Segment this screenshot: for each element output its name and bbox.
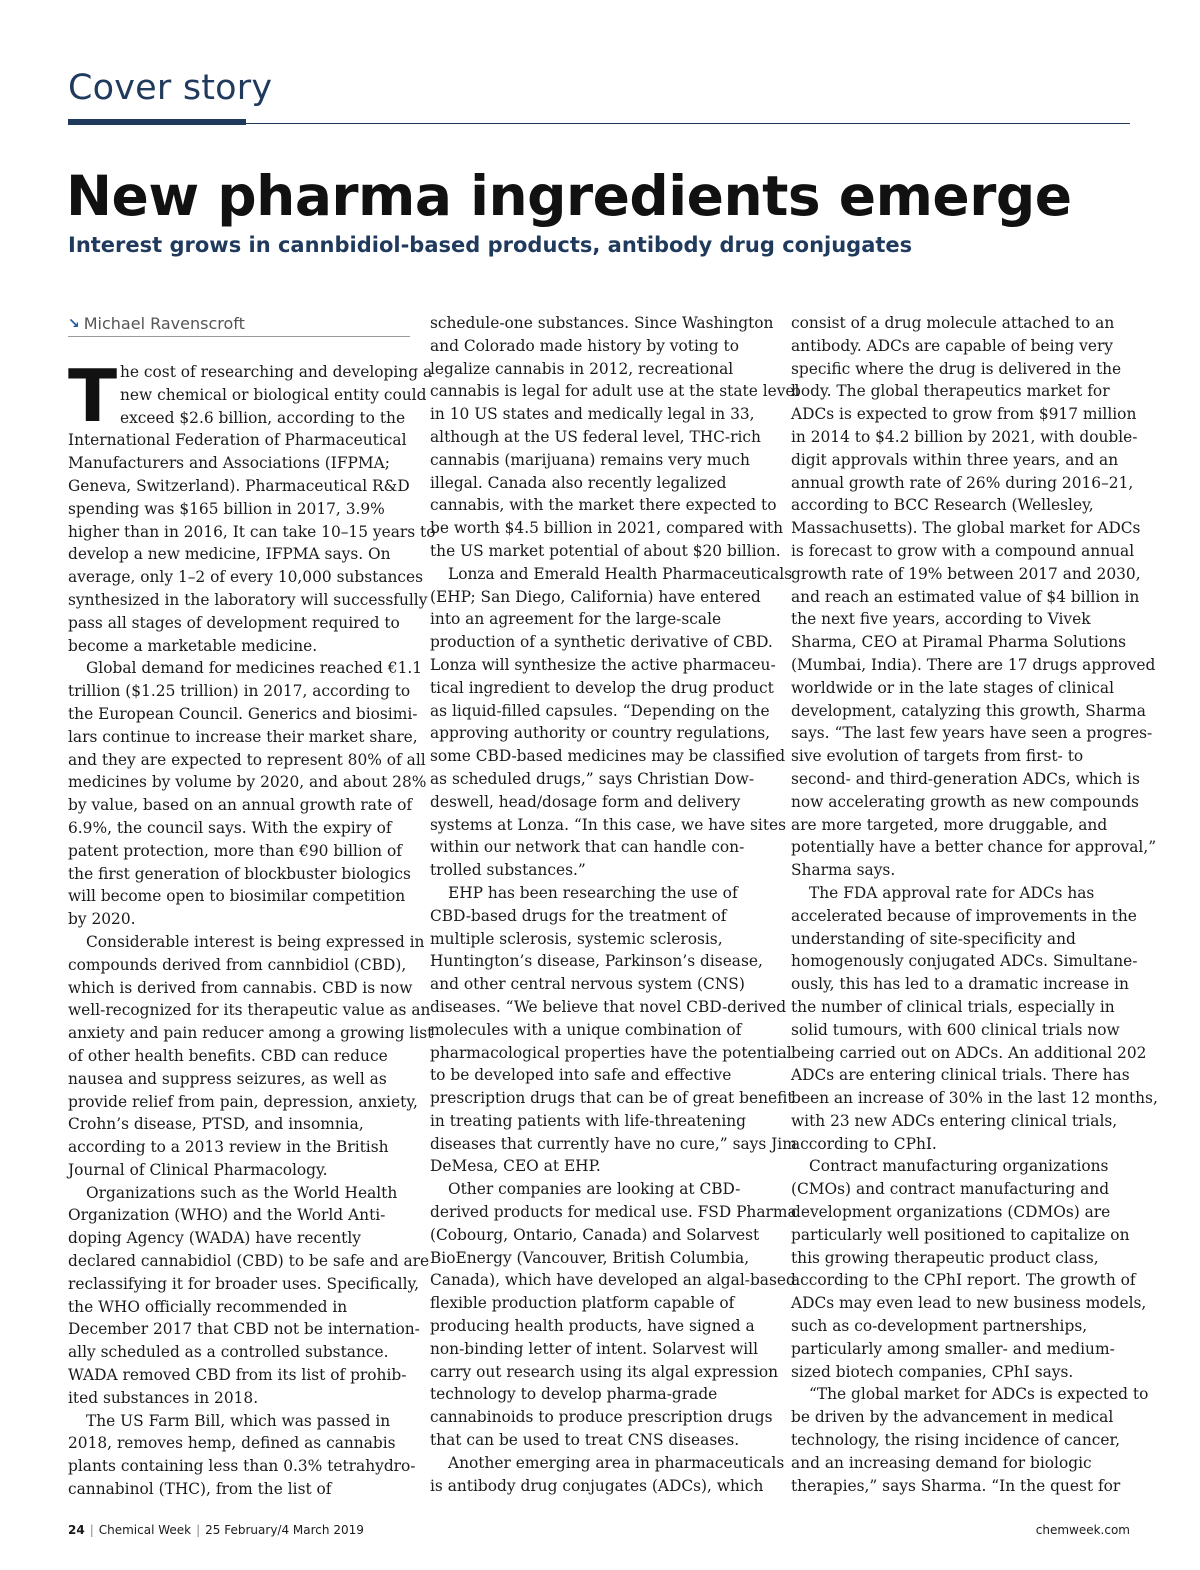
text-line: Crohn’s disease, PTSD, and insomnia, bbox=[68, 1115, 364, 1134]
text-line: annual growth rate of 26% during 2016–21, bbox=[791, 473, 1134, 492]
text-line: is antibody drug conjugates (ADCs), which bbox=[430, 1476, 764, 1495]
text-line: understanding of site-specificity and bbox=[791, 929, 1076, 948]
text-line: as liquid-filled capsules. “Depending on the bbox=[430, 701, 770, 720]
text-line: ally scheduled as a controlled substance. bbox=[68, 1343, 389, 1362]
section-accent-bar bbox=[68, 119, 246, 125]
text-line: lars continue to increase their market share, bbox=[68, 727, 418, 746]
text-line: development organizations (CDMOs) are bbox=[791, 1203, 1111, 1222]
text-line: Lonza and Emerald Health Pharmaceuticals bbox=[448, 564, 793, 583]
article-column-1 bbox=[68, 312, 436, 1501]
text-line: 6.9%, the council says. With the expiry of bbox=[68, 818, 392, 837]
text-line: ADCs is expected to grow from $917 million bbox=[791, 405, 1137, 424]
text-line: WADA removed CBD from its list of prohib- bbox=[68, 1366, 407, 1385]
text-line: according to BCC Research (Wellesley, bbox=[791, 496, 1094, 515]
footer-folio bbox=[68, 1523, 364, 1537]
text-line: in treating patients with life-threatening bbox=[430, 1111, 747, 1130]
text-line: body. The global therapeutics market for bbox=[791, 382, 1110, 401]
text-line: according to CPhI. bbox=[791, 1134, 937, 1153]
text-line: develop a new medicine, IFPMA says. On bbox=[68, 545, 391, 564]
text-line: within our network that can handle con- bbox=[430, 838, 745, 857]
text-line: exceed $2.6 billion, according to the bbox=[120, 408, 406, 427]
text-line: the number of clinical trials, especially in bbox=[791, 997, 1115, 1016]
text-line: particularly among smaller- and medium- bbox=[791, 1339, 1115, 1358]
text-line: he cost of researching and developing a bbox=[120, 363, 433, 381]
text-line: cannabinoids to produce prescription drugs bbox=[430, 1408, 773, 1427]
text-line: Huntington’s disease, Parkinson’s disease, bbox=[430, 952, 763, 971]
text-line: which is derived from cannabis. CBD is now bbox=[68, 978, 413, 997]
text-line: the WHO officially recommended in bbox=[68, 1297, 348, 1316]
text-line: cannabis is legal for adult use at the state level bbox=[430, 382, 800, 401]
text-line: although at the US federal level, THC-rich bbox=[430, 427, 761, 446]
page-number: 24 bbox=[68, 1523, 85, 1537]
text-line: sized biotech companies, CPhI says. bbox=[791, 1362, 1074, 1381]
text-line: (Mumbai, India). There are 17 drugs approved bbox=[791, 655, 1156, 674]
text-line: 2018, removes hemp, defined as cannabis bbox=[68, 1434, 396, 1453]
text-line: carry out research using its algal expression bbox=[430, 1362, 779, 1381]
text-line: The US Farm Bill, which was passed in bbox=[86, 1411, 391, 1430]
article-column-2 bbox=[430, 312, 800, 1497]
text-line: reclassifying it for broader uses. Specifically, bbox=[68, 1274, 420, 1293]
text-line: consist of a drug molecule attached to an bbox=[791, 314, 1115, 332]
text-line: CBD-based drugs for the treatment of bbox=[430, 906, 727, 925]
text-line: Manufacturers and Associations (IFPMA; bbox=[68, 454, 390, 473]
text-line: sive evolution of targets from first- to bbox=[791, 747, 1084, 766]
text-line: be worth $4.5 billion in 2021, compared with bbox=[430, 519, 784, 538]
text-line: the next five years, according to Vivek bbox=[791, 610, 1091, 629]
text-line: and an increasing demand for biologic bbox=[791, 1453, 1092, 1472]
text-line: being carried out on ADCs. An additional 202 bbox=[791, 1043, 1147, 1062]
text-line: trillion ($1.25 trillion) in 2017, according to bbox=[68, 682, 411, 701]
article-column-3 bbox=[791, 312, 1158, 1497]
text-line: Lonza will synthesize the active pharmaceu- bbox=[430, 655, 776, 674]
text-line: well-recognized for its therapeutic value as an bbox=[68, 1001, 431, 1020]
text-line: are more targeted, more druggable, and bbox=[791, 815, 1108, 834]
drop-cap: T bbox=[68, 354, 118, 438]
text-line: anxiety and pain reducer among a growing list bbox=[68, 1024, 434, 1043]
text-line: pharmacological properties have the potential bbox=[430, 1043, 792, 1062]
text-line: deswell, head/dosage form and delivery bbox=[430, 792, 741, 811]
text-line: plants containing less than 0.3% tetrahydro- bbox=[68, 1457, 416, 1476]
text-line: ADCs may even lead to new business models, bbox=[791, 1294, 1147, 1313]
text-line: second- and third-generation ADCs, which is bbox=[791, 769, 1140, 788]
text-line: is forecast to grow with a compound annual bbox=[791, 541, 1135, 560]
text-line: International Federation of Pharmaceutical bbox=[68, 431, 407, 450]
text-line: higher than in 2016, It can take 10–15 years to bbox=[68, 522, 436, 541]
text-line: prescription drugs that can be of great benefit bbox=[430, 1089, 794, 1108]
section-label: Cover story bbox=[68, 68, 273, 108]
text-line: according to the CPhI report. The growth of bbox=[791, 1271, 1136, 1290]
text-line: Journal of Clinical Pharmacology. bbox=[68, 1160, 328, 1179]
text-line: nausea and suppress seizures, as well as bbox=[68, 1069, 387, 1088]
text-line: compounds derived from cannbidiol (CBD), bbox=[68, 955, 407, 974]
text-line: (Cobourg, Ontario, Canada) and Solarvest bbox=[430, 1225, 760, 1244]
text-line: tical ingredient to develop the drug product bbox=[430, 678, 774, 697]
column-1-text bbox=[68, 429, 436, 1500]
text-line: provide relief from pain, depression, anxiety, bbox=[68, 1092, 418, 1111]
text-line: (EHP; San Diego, California) have entered bbox=[430, 587, 761, 606]
text-line: Other companies are looking at CBD- bbox=[448, 1180, 741, 1199]
text-line: potentially have a better chance for approval,” bbox=[791, 838, 1157, 857]
text-line: accelerated because of improvements in the bbox=[791, 906, 1137, 925]
text-line: solid tumours, with 600 clinical trials now bbox=[791, 1020, 1120, 1039]
text-line: and Colorado made history by voting to bbox=[430, 336, 739, 355]
text-line: such as co-development partnerships, bbox=[791, 1317, 1088, 1336]
text-line: systems at Lonza. “In this case, we have sites bbox=[430, 815, 787, 834]
text-line: antibody. ADCs are capable of being very bbox=[791, 336, 1113, 355]
column-2-text bbox=[430, 312, 800, 1497]
text-line: patent protection, more than €90 billion of bbox=[68, 841, 402, 860]
text-line: “The global market for ADCs is expected to bbox=[809, 1385, 1149, 1404]
text-line: according to a 2013 review in the British bbox=[68, 1138, 389, 1157]
text-line: (CMOs) and contract manufacturing and bbox=[791, 1180, 1110, 1199]
text-line: Sharma says. bbox=[791, 861, 896, 880]
text-line: will become open to biosimilar competition bbox=[68, 887, 406, 906]
text-line: that can be used to treat CNS diseases. bbox=[430, 1431, 740, 1450]
text-line: Considerable interest is being expressed in bbox=[86, 932, 425, 951]
text-line: non-binding letter of intent. Solarvest will bbox=[430, 1339, 759, 1358]
text-line: now accelerating growth as new compounds bbox=[791, 792, 1139, 811]
text-line: to be developed into safe and effective bbox=[430, 1066, 732, 1085]
text-line: diseases. “We believe that novel CBD-derived bbox=[430, 997, 787, 1016]
subheadline: Interest grows in cannbidiol-based products, antibody drug conjugates bbox=[68, 233, 913, 257]
text-line: technology, the rising incidence of cancer, bbox=[791, 1431, 1121, 1450]
page-footer bbox=[68, 1523, 1130, 1543]
text-line: Canada), which have developed an algal-based bbox=[430, 1271, 796, 1290]
text-line: the US market potential of about $20 billion. bbox=[430, 541, 781, 560]
text-line: Geneva, Switzerland). Pharmaceutical R&D bbox=[68, 476, 410, 495]
text-line: some CBD-based medicines may be classified bbox=[430, 747, 786, 766]
text-line: schedule-one substances. Since Washington bbox=[430, 314, 774, 332]
text-line: been an increase of 30% in the last 12 months, bbox=[791, 1089, 1158, 1108]
text-line: Global demand for medicines reached €1.1 bbox=[86, 659, 423, 678]
text-line: ited substances in 2018. bbox=[68, 1388, 259, 1407]
publication-name: Chemical Week bbox=[98, 1523, 192, 1537]
text-line: worldwide or in the late stages of clinical bbox=[791, 678, 1115, 697]
text-line: illegal. Canada also recently legalized bbox=[430, 473, 727, 492]
text-line: the first generation of blockbuster biologics bbox=[68, 864, 411, 883]
text-line: producing health products, have signed a bbox=[430, 1317, 755, 1336]
text-line: digit approvals within three years, and an bbox=[791, 450, 1119, 469]
text-line: synthesized in the laboratory will successfully bbox=[68, 590, 428, 609]
arrow-down-right-icon: ↘ bbox=[68, 315, 80, 332]
text-line: December 2017 that CBD not be internation- bbox=[68, 1320, 420, 1339]
text-line: by value, based on an annual growth rate of bbox=[68, 796, 413, 815]
text-line: molecules with a unique combination of bbox=[430, 1020, 742, 1039]
text-line: legalize cannabis in 2012, recreational bbox=[430, 359, 734, 378]
text-line: be driven by the advancement in medical bbox=[791, 1408, 1114, 1427]
issue-date: 25 February/4 March 2019 bbox=[205, 1523, 364, 1537]
text-line: says. “The last few years have seen a progres- bbox=[791, 724, 1153, 743]
lead-paragraph bbox=[68, 354, 433, 438]
text-line: and other central nervous system (CNS) bbox=[430, 975, 745, 994]
text-line: particularly well positioned to capitalize on bbox=[791, 1225, 1130, 1244]
text-line: by 2020. bbox=[68, 910, 136, 929]
text-line: approving authority or country regulations, bbox=[430, 724, 771, 743]
text-line: cannabis (marijuana) remains very much bbox=[430, 450, 750, 469]
website-link[interactable]: chemweek.com bbox=[1035, 1523, 1130, 1537]
drop-cap-lines bbox=[68, 354, 433, 438]
text-line: EHP has been researching the use of bbox=[448, 883, 738, 902]
column-3-text bbox=[791, 312, 1158, 1497]
text-line: trolled substances.” bbox=[430, 861, 586, 880]
text-line: multiple sclerosis, systemic sclerosis, bbox=[430, 929, 723, 948]
text-line: this growing therapeutic product class, bbox=[791, 1248, 1099, 1267]
text-line: therapies,” says Sharma. “In the quest for bbox=[791, 1476, 1121, 1495]
text-line: pass all stages of development required to bbox=[68, 613, 400, 632]
text-line: into an agreement for the large-scale bbox=[430, 610, 722, 629]
text-line: as scheduled drugs,” says Christian Dow- bbox=[430, 769, 755, 788]
text-line: of other health benefits. CBD can reduce bbox=[68, 1046, 388, 1065]
text-line: BioEnergy (Vancouver, British Columbia, bbox=[430, 1248, 750, 1267]
text-line: diseases that currently have no cure,” says Jim bbox=[430, 1134, 797, 1153]
text-line: Contract manufacturing organizations bbox=[809, 1157, 1109, 1176]
text-line: ADCs are entering clinical trials. There has bbox=[791, 1066, 1130, 1085]
text-line: declared cannabidiol (CBD) to be safe and are bbox=[68, 1252, 430, 1271]
text-line: cannabinol (THC), from the list of bbox=[68, 1480, 332, 1499]
text-line: Organizations such as the World Health bbox=[86, 1183, 398, 1202]
text-line: cannabis, with the market there expected to bbox=[430, 496, 777, 515]
headline: New pharma ingredients emerge bbox=[66, 164, 1072, 228]
text-line: in 2014 to $4.2 billion by 2021, with double- bbox=[791, 427, 1138, 446]
text-line: The FDA approval rate for ADCs has bbox=[809, 883, 1095, 902]
text-line: specific where the drug is delivered in the bbox=[791, 359, 1122, 378]
text-line: medicines by volume by 2020, and about 28% bbox=[68, 773, 427, 792]
text-line: spending was $165 billion in 2017, 3.9% bbox=[68, 499, 385, 518]
text-line: become a marketable medicine. bbox=[68, 636, 318, 655]
text-line: Massachusetts). The global market for ADCs bbox=[791, 519, 1141, 538]
text-line: technology to develop pharma-grade bbox=[430, 1385, 718, 1404]
author-name: Michael Ravenscroft bbox=[83, 313, 245, 333]
byline bbox=[68, 312, 410, 337]
text-line: Organization (WHO) and the World Anti- bbox=[68, 1206, 386, 1225]
text-line: derived products for medical use. FSD Pharma bbox=[430, 1203, 797, 1222]
footer-separator: | bbox=[196, 1523, 201, 1537]
text-line: flexible production platform capable of bbox=[430, 1294, 735, 1313]
text-line: ously, this has led to a dramatic increase in bbox=[791, 975, 1129, 994]
text-line: homogenously conjugated ADCs. Simultane- bbox=[791, 952, 1138, 971]
text-line: development, catalyzing this growth, Sharma bbox=[791, 701, 1146, 720]
text-line: new chemical or biological entity could bbox=[120, 385, 427, 404]
text-line: DeMesa, CEO at EHP. bbox=[430, 1157, 601, 1176]
text-line: growth rate of 19% between 2017 and 2030, bbox=[791, 564, 1141, 583]
text-line: and reach an estimated value of $4 billion in bbox=[791, 587, 1140, 606]
text-line: the European Council. Generics and biosimi- bbox=[68, 704, 418, 723]
text-line: with 23 new ADCs entering clinical trials, bbox=[791, 1111, 1118, 1130]
text-line: in 10 US states and medically legal in 33, bbox=[430, 405, 755, 424]
text-line: production of a synthetic derivative of CBD. bbox=[430, 633, 773, 652]
text-line: and they are expected to represent 80% of all bbox=[68, 750, 426, 769]
text-line: Another emerging area in pharmaceuticals bbox=[448, 1453, 785, 1472]
text-line: Sharma, CEO at Piramal Pharma Solutions bbox=[791, 633, 1127, 652]
footer-separator: | bbox=[89, 1523, 94, 1537]
text-line: doping Agency (WADA) have recently bbox=[68, 1229, 361, 1248]
text-line: average, only 1–2 of every 10,000 substances bbox=[68, 568, 424, 587]
